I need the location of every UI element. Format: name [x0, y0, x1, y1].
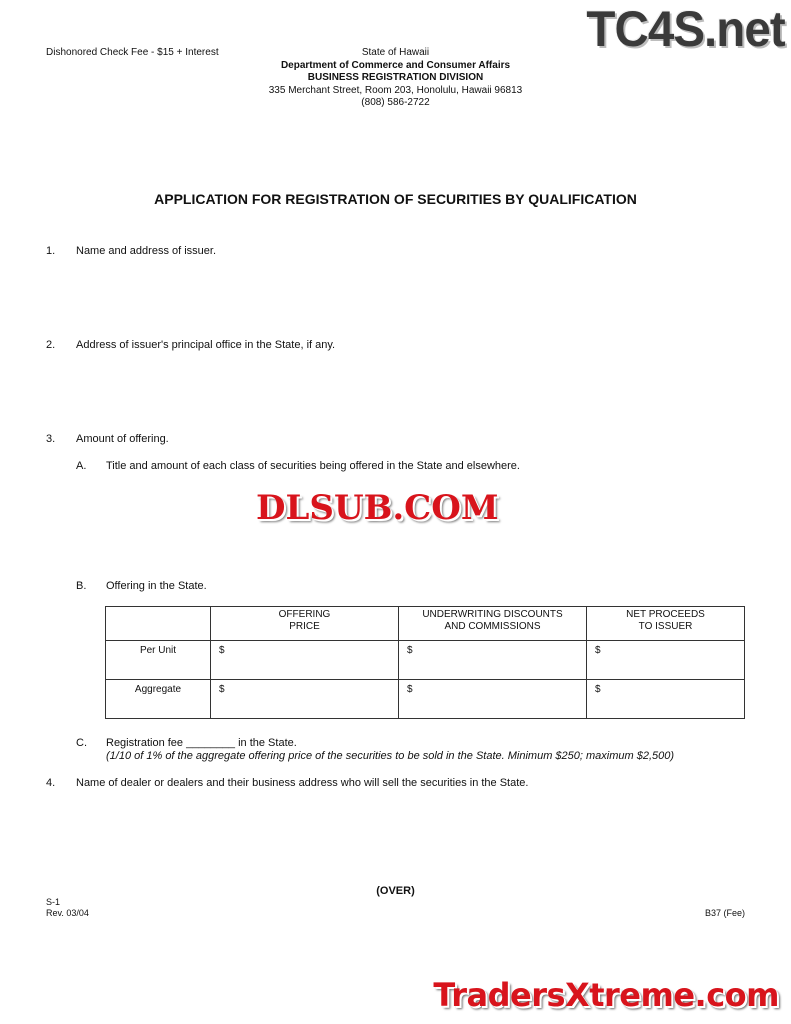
- per-unit-offering-price-cell[interactable]: $: [211, 641, 399, 680]
- fee-code: B37 (Fee): [704, 908, 745, 918]
- table-row-per-unit: [106, 641, 745, 680]
- offering-price-header-line1: OFFERING: [278, 609, 331, 620]
- aggregate-underwriting-cell[interactable]: $: [399, 680, 587, 719]
- underwriting-header-line2: AND COMMISSIONS: [444, 621, 541, 632]
- agency-phone: (808) 586-2722: [361, 97, 430, 108]
- agency-address: 335 Merchant Street, Room 203, Honolulu, Hawaii 96813: [268, 84, 523, 96]
- aggregate-offering-price-cell[interactable]: $: [211, 680, 399, 719]
- form-title: APPLICATION FOR REGISTRATION OF SECURITIES BY QUALIFICATION: [154, 191, 637, 207]
- item-3c-label: C.: [76, 737, 87, 749]
- underwriting-header: [399, 607, 587, 641]
- division-name: BUSINESS REGISTRATION DIVISION: [307, 72, 484, 83]
- net-proceeds-header: [587, 607, 745, 641]
- offering-table-header: [106, 607, 745, 641]
- item-4-number: 4.: [46, 777, 56, 789]
- registration-fee-line: Registration fee ________ in the State.: [106, 737, 297, 749]
- registration-fee-note: (1/10 of 1% of the aggregate offering price of the securities to be sold in the State. Minimum $250; maximum $2,500): [106, 750, 675, 762]
- tradersxtreme-watermark: TradersXtreme.com: [433, 976, 779, 1014]
- item-3-number: 3.: [46, 433, 56, 445]
- table-row-aggregate: [106, 680, 745, 719]
- offering-price-header: [211, 607, 399, 641]
- underwriting-header-line1: UNDERWRITING DISCOUNTS: [422, 609, 563, 620]
- state-name: State of Hawaii: [361, 47, 430, 58]
- department-name: Department of Commerce and Consumer Affairs: [280, 59, 511, 71]
- over-indicator: (OVER): [376, 885, 415, 897]
- net-proceeds-header-line1: NET PROCEEDS: [626, 609, 705, 620]
- per-unit-underwriting-cell[interactable]: $: [399, 641, 587, 680]
- item-1-number: 1.: [46, 245, 56, 257]
- row-label-aggregate: Aggregate: [106, 680, 211, 719]
- row-label-per-unit: Per Unit: [106, 641, 211, 680]
- item-3b-text: Offering in the State.: [106, 580, 207, 592]
- offering-table: [105, 606, 745, 719]
- item-3b-label: B.: [76, 580, 87, 592]
- dlsub-watermark: DLSUB.COM: [256, 488, 499, 528]
- aggregate-net-proceeds-cell[interactable]: $: [587, 680, 745, 719]
- per-unit-net-proceeds-cell[interactable]: $: [587, 641, 745, 680]
- item-2-number: 2.: [46, 339, 56, 351]
- item-2-text: Address of issuer's principal office in the State, if any.: [76, 339, 336, 351]
- form-id: S-1: [46, 897, 61, 907]
- item-4-text: Name of dealer or dealers and their business address who will sell the securities in the State.: [76, 777, 529, 789]
- item-3a-label: A.: [76, 460, 87, 472]
- dishonored-check-fee-note: Dishonored Check Fee - $15 + Interest: [46, 47, 219, 58]
- item-3-text: Amount of offering.: [76, 433, 169, 445]
- item-1-text: Name and address of issuer.: [76, 245, 217, 257]
- tc4s-watermark: TC4S.net: [586, 1, 785, 57]
- net-proceeds-header-line2: TO ISSUER: [638, 621, 693, 632]
- form-revision: Rev. 03/04: [46, 908, 89, 918]
- table-corner-cell: [106, 607, 211, 641]
- agency-header: [200, 47, 591, 110]
- item-3a-text: Title and amount of each class of securities being offered in the State and elsewhere.: [106, 460, 520, 472]
- offering-price-header-line2: PRICE: [289, 621, 320, 632]
